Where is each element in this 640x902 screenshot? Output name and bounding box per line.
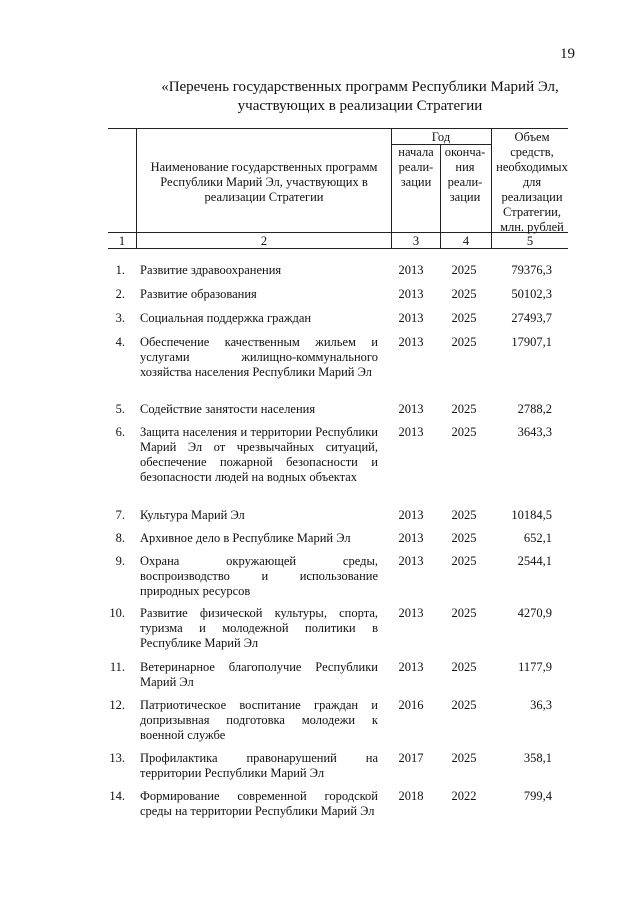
- start-year: 2013: [398, 606, 424, 620]
- funding-amount: 2788,2: [517, 402, 552, 416]
- header-name-col: Наименование государственных программ Республики Марий Эл, участвующих в реализации Стратегии: [150, 160, 378, 204]
- program-name: Содействие занятости населения: [140, 402, 316, 416]
- end-year: 2025: [451, 425, 477, 439]
- start-year: 2013: [398, 508, 424, 522]
- program-name: Развитие здравоохранения: [140, 263, 282, 277]
- header-left-rule: [136, 128, 137, 248]
- end-year: 2025: [451, 508, 477, 522]
- program-name: Развитие образования: [140, 287, 257, 301]
- header-start-col: начала реали-зации: [398, 145, 434, 189]
- program-name: Защита населения и территории Республики Марий Эл от чрезвычайных ситуаций, обеспечение пожарной безопасности и безопасности людей на водных объектах: [140, 425, 378, 484]
- end-year: 2025: [451, 311, 477, 325]
- funding-amount: 27493,7: [511, 311, 552, 325]
- document-title: [120, 78, 600, 116]
- funding-amount: 799,4: [523, 789, 552, 803]
- start-year: 2016: [398, 698, 424, 712]
- program-name: Архивное дело в Республике Марий Эл: [140, 531, 351, 545]
- row-number: 7.: [115, 508, 125, 522]
- row-number: 10.: [109, 606, 125, 620]
- row-number: 5.: [115, 402, 125, 416]
- row-number: 13.: [109, 751, 125, 765]
- header-year-right-rule: [491, 128, 492, 248]
- column-number-5: 5: [526, 234, 534, 248]
- program-name: Охрана окружающей среды, воспроизводство и использование природных ресурсов: [140, 554, 378, 598]
- start-year: 2018: [398, 789, 424, 803]
- funding-amount: 50102,3: [511, 287, 552, 301]
- end-year: 2025: [451, 751, 477, 765]
- start-year: 2013: [398, 311, 424, 325]
- end-year: 2022: [451, 789, 477, 803]
- start-year: 2013: [398, 531, 424, 545]
- start-year: 2013: [398, 425, 424, 439]
- table-top-rule: [108, 128, 568, 129]
- program-name: Формирование современной городской среды на территории Республики Марий Эл: [140, 789, 378, 818]
- header-year-group: Год: [431, 130, 451, 144]
- start-year: 2017: [398, 751, 424, 765]
- end-year: 2025: [451, 698, 477, 712]
- start-year: 2013: [398, 402, 424, 416]
- header-amount-col: Объем средств, необходимых для реализации Стратегии, млн. рублей: [496, 130, 568, 234]
- start-year: 2013: [398, 660, 424, 674]
- funding-amount: 2544,1: [517, 554, 552, 568]
- funding-amount: 17907,1: [511, 335, 552, 349]
- funding-amount: 10184,5: [511, 508, 552, 522]
- end-year: 2025: [451, 660, 477, 674]
- funding-amount: 79376,3: [511, 263, 552, 277]
- program-name: Культура Марий Эл: [140, 508, 245, 522]
- header-end-col: оконча-ния реали-зации: [444, 145, 486, 204]
- program-name: Социальная поддержка граждан: [140, 311, 312, 325]
- row-number: 14.: [109, 789, 125, 803]
- start-year: 2013: [398, 554, 424, 568]
- end-year: 2025: [451, 554, 477, 568]
- end-year: 2025: [451, 287, 477, 301]
- funding-amount: 36,3: [530, 698, 552, 712]
- column-number-3: 3: [412, 234, 420, 248]
- end-year: 2025: [451, 263, 477, 277]
- row-number: 8.: [115, 531, 125, 545]
- funding-amount: 652,1: [523, 531, 552, 545]
- start-year: 2013: [398, 335, 424, 349]
- end-year: 2025: [451, 402, 477, 416]
- program-name: Развитие физической культуры, спорта, туризма и молодежной политики в Республике Марий Эл: [140, 606, 378, 650]
- start-year: 2013: [398, 287, 424, 301]
- row-number: 9.: [115, 554, 125, 568]
- row-number: 2.: [115, 287, 125, 301]
- end-year: 2025: [451, 335, 477, 349]
- funding-amount: 358,1: [523, 751, 552, 765]
- row-number: 11.: [109, 660, 125, 674]
- end-year: 2025: [451, 606, 477, 620]
- row-number: 3.: [115, 311, 125, 325]
- title-line-1: «Перечень государственных программ Республики Марий Эл,: [161, 79, 559, 95]
- row-number: 12.: [109, 698, 125, 712]
- column-number-1: 1: [118, 234, 126, 248]
- column-number-4: 4: [462, 234, 470, 248]
- page-number: 19: [560, 46, 575, 62]
- program-name: Ветеринарное благополучие Республики Марий Эл: [140, 660, 378, 689]
- start-year: 2013: [398, 263, 424, 277]
- row-number: 1.: [115, 263, 125, 277]
- funding-amount: 3643,3: [517, 425, 552, 439]
- funding-amount: 1177,9: [518, 660, 552, 674]
- end-year: 2025: [451, 531, 477, 545]
- row-number: 4.: [115, 335, 125, 349]
- program-name: Обеспечение качественным жильем и услугами жилищно-коммунального хозяйства населения Республики Марий Эл: [140, 335, 378, 379]
- row-number: 6.: [115, 425, 125, 439]
- title-line-2: участвующих в реализации Стратегии: [237, 98, 483, 114]
- program-name: Профилактика правонарушений на территории Республики Марий Эл: [140, 751, 378, 780]
- funding-amount: 4270,9: [517, 606, 552, 620]
- program-name: Патриотическое воспитание граждан и допризывная подготовка молодежи к военной службе: [140, 698, 378, 742]
- column-number-2: 2: [260, 234, 268, 248]
- header-name-right-rule: [391, 128, 392, 248]
